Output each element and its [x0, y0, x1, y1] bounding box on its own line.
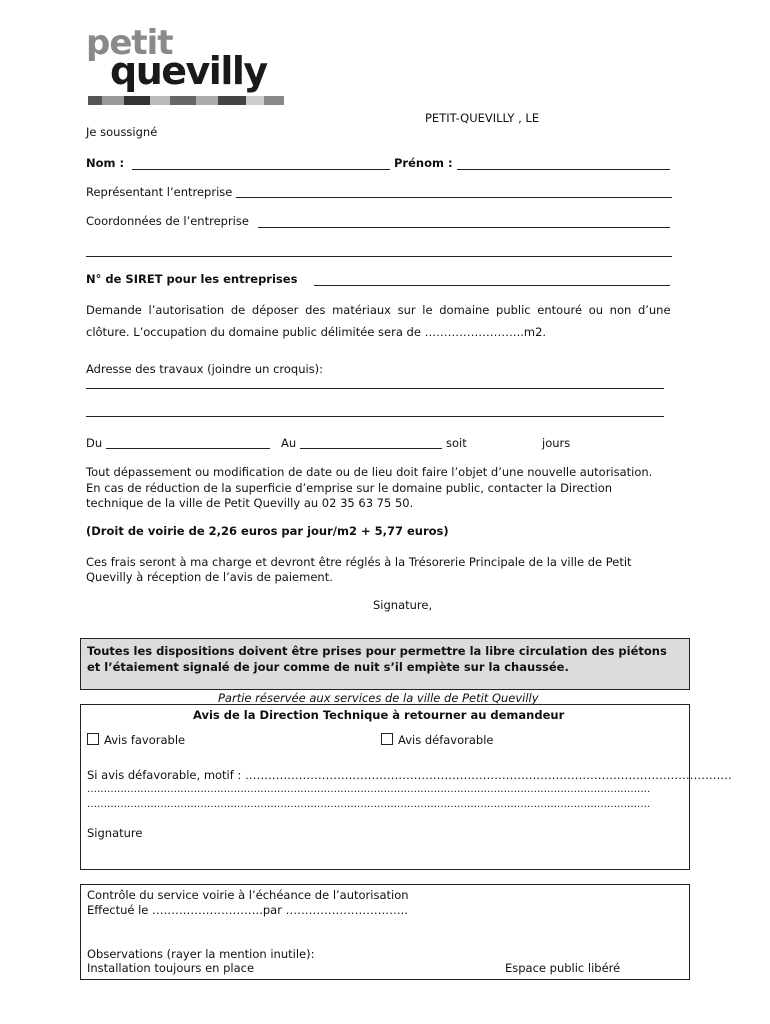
siret-field[interactable]: [314, 285, 670, 286]
avis-defavorable-checkbox[interactable]: [381, 733, 393, 745]
controle-line2[interactable]: Effectué le ………………………..par …………………………..: [87, 903, 408, 917]
reserved-box: [80, 704, 732, 870]
avis-favorable-checkbox[interactable]: [87, 733, 99, 745]
logo-quevilly: quevilly: [110, 49, 267, 93]
observations-label: Observations (rayer la mention inutile):: [87, 947, 315, 961]
logo-stripe-bar: [88, 96, 284, 105]
place-date-label: PETIT-QUEVILLY , LE: [425, 111, 540, 125]
du-date-field[interactable]: [106, 448, 270, 449]
soit-label: soit: [446, 436, 467, 450]
notice-line1: Toutes les dispositions doivent être prises pour permettre la libre circulation des piétons: [87, 644, 667, 658]
adresse-label: Adresse des travaux (joindre un croquis):: [86, 362, 324, 376]
signature-label: Signature,: [373, 598, 433, 612]
motif-line3[interactable]: …………………………………………………………………………………………………………………………………………………….: [87, 799, 651, 810]
espace-libere-option[interactable]: Espace public libéré: [505, 961, 621, 975]
depassement-line1: Tout dépassement ou modification de date ou de lieu doit faire l’objet d’une nouvelle autorisation.: [86, 465, 653, 479]
prenom-label: Prénom :: [394, 156, 453, 170]
coordonnees-field[interactable]: [258, 227, 670, 228]
coordonnees-field-line2[interactable]: [86, 256, 672, 257]
siret-label: N° de SIRET pour les entreprises: [86, 272, 298, 286]
avis-favorable-option[interactable]: [87, 733, 185, 747]
reserved-title: Avis de la Direction Technique à retourner au demandeur: [193, 708, 565, 722]
demande-text-line2: clôture. L’occupation du domaine public délimitée sera de ……………………..m2.: [86, 325, 547, 339]
soussigne-label: Je soussigné: [86, 125, 158, 139]
representant-field[interactable]: [236, 197, 672, 198]
avis-favorable-label: Avis favorable: [104, 733, 186, 747]
avis-defavorable-option[interactable]: [381, 733, 494, 747]
du-label: Du: [86, 436, 103, 450]
logo-petit: petit: [86, 23, 173, 63]
motif-line1[interactable]: Si avis défavorable, motif : ……………………………………………………………………………………………………………….: [87, 768, 732, 782]
adresse-field-line2[interactable]: [86, 416, 664, 417]
controle-line1: Contrôle du service voirie à l’échéance de l’autorisation: [87, 888, 409, 902]
au-date-field[interactable]: [300, 448, 442, 449]
adresse-field-line1[interactable]: [86, 388, 664, 389]
controle-box: [80, 884, 690, 980]
installation-option[interactable]: Installation toujours en place: [87, 961, 255, 975]
depassement-line2: En cas de réduction de la superficie d’emprise sur le domaine public, contacter la Direction: [86, 481, 613, 495]
depassement-line3: technique de la ville de Petit Quevilly au 02 35 63 75 50.: [86, 496, 414, 510]
nom-field[interactable]: [132, 169, 390, 170]
motif-line2[interactable]: …………………………………………………………………………………………………………………………………………………….: [87, 784, 651, 795]
avis-defavorable-label: Avis défavorable: [398, 733, 494, 747]
coordonnees-label: Coordonnées de l’entreprise: [86, 214, 249, 228]
reserved-signature-label: Signature: [87, 826, 143, 840]
reserved-caption: Partie réservée aux services de la ville de Petit Quevilly: [218, 691, 539, 705]
au-label: Au: [281, 436, 297, 450]
prenom-field[interactable]: [457, 169, 670, 170]
demande-text-line1: Demande l’autorisation de déposer des matériaux sur le domaine public entouré ou non d’une: [86, 303, 671, 317]
droit-voirie-text: (Droit de voirie de 2,26 euros par jour/m2 + 5,77 euros): [86, 524, 449, 538]
notice-box: [80, 638, 690, 690]
frais-line2: Quevilly à réception de l’avis de paiement.: [86, 570, 333, 584]
notice-line2: et l’étaiement signalé de jour comme de nuit s’il empiète sur la chaussée.: [87, 660, 569, 674]
jours-label: jours: [542, 436, 571, 450]
frais-line1: Ces frais seront à ma charge et devront être réglés à la Trésorerie Principale de la ville de Petit: [86, 555, 632, 569]
nom-label: Nom :: [86, 156, 125, 170]
representant-label: Représentant l’entreprise: [86, 185, 233, 199]
